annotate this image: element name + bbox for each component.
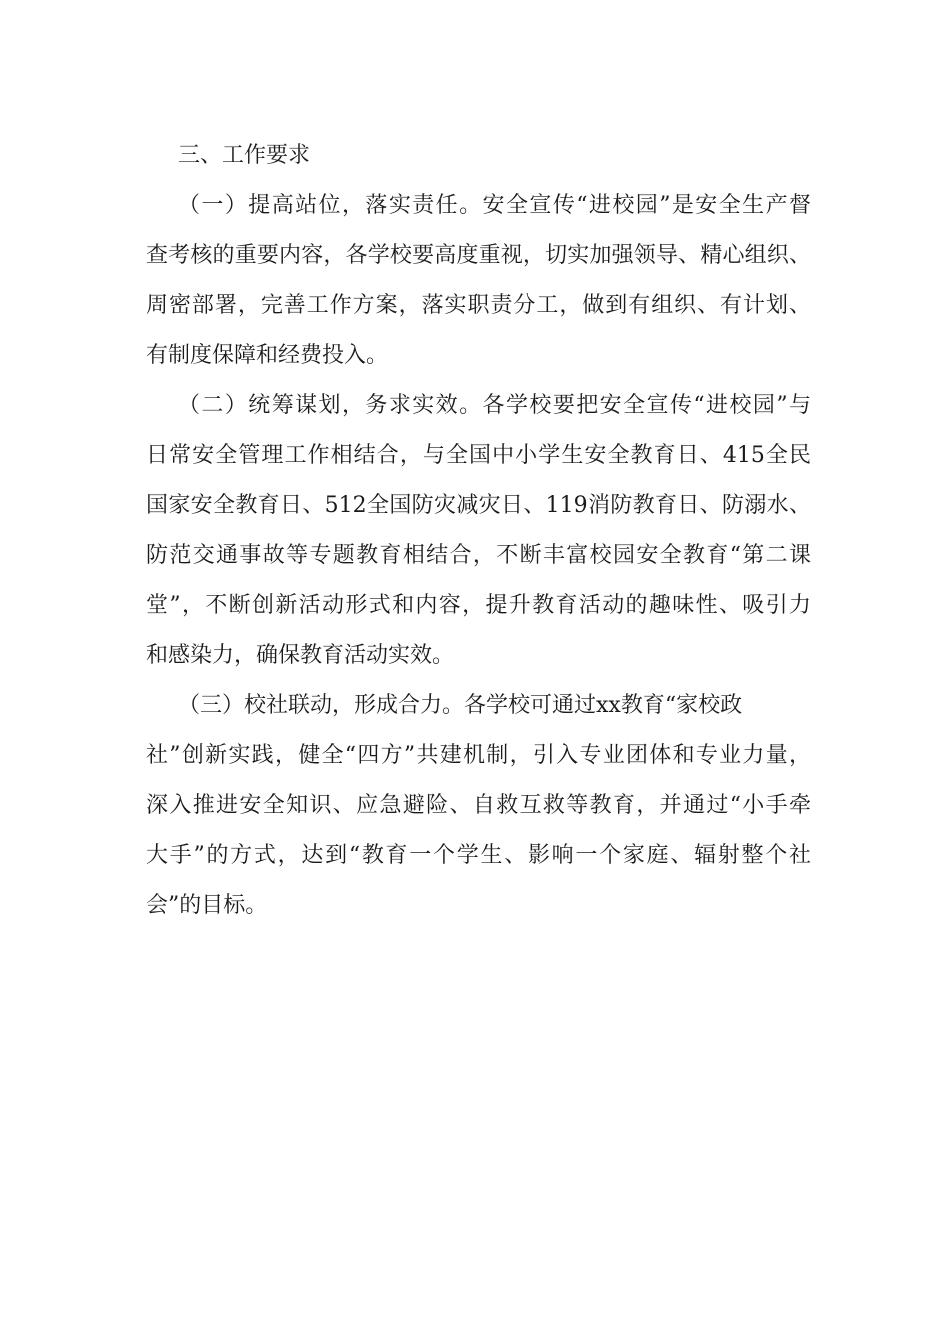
paragraph-line: 和感染力，确保教育活动实效。	[146, 643, 455, 668]
paragraph-line: 国家安全教育日、512全国防灾减灾日、119消防教育日、防溺水、	[146, 493, 812, 518]
paragraph-line: （二）统筹谋划，务求实效。各学校要把安全宣传“进校园”与	[178, 393, 811, 418]
paragraph-line: 堂”，不断创新活动形式和内容，提升教育活动的趣味性、吸引力	[146, 593, 811, 618]
paragraph-line: （三）校社联动，形成合力。各学校可通过xx教育“家校政	[178, 693, 743, 718]
paragraph-line: 有制度保障和经费投入。	[146, 343, 389, 368]
paragraph-1	[146, 181, 811, 381]
paragraph-line: 深入推进安全知识、应急避险、自救互救等教育，并通过“小手牵	[146, 793, 811, 818]
paragraph-line: （一）提高站位，落实责任。安全宣传“进校园”是安全生产督	[178, 193, 811, 218]
paragraph-line: 周密部署，完善工作方案，落实职责分工，做到有组织、有计划、	[146, 293, 811, 318]
section-heading: 三、工作要求	[178, 143, 311, 168]
paragraph-line: 查考核的重要内容，各学校要高度重视，切实加强领导、精心组织、	[146, 243, 811, 268]
paragraph-3	[146, 681, 811, 931]
paragraph-line: 会”的目标。	[146, 893, 268, 918]
paragraph-line: 日常安全管理工作相结合，与全国中小学生安全教育日、415全民	[146, 443, 811, 468]
paragraph-line: 防范交通事故等专题教育相结合，不断丰富校园安全教育“第二课	[146, 543, 811, 568]
paragraph-line: 大手”的方式，达到“教育一个学生、影响一个家庭、辐射整个社	[146, 843, 811, 868]
document-body	[146, 131, 811, 931]
paragraph-line: 社”创新实践，健全“四方”共建机制，引入专业团体和专业力量，	[146, 743, 811, 768]
paragraph-2	[146, 381, 811, 681]
